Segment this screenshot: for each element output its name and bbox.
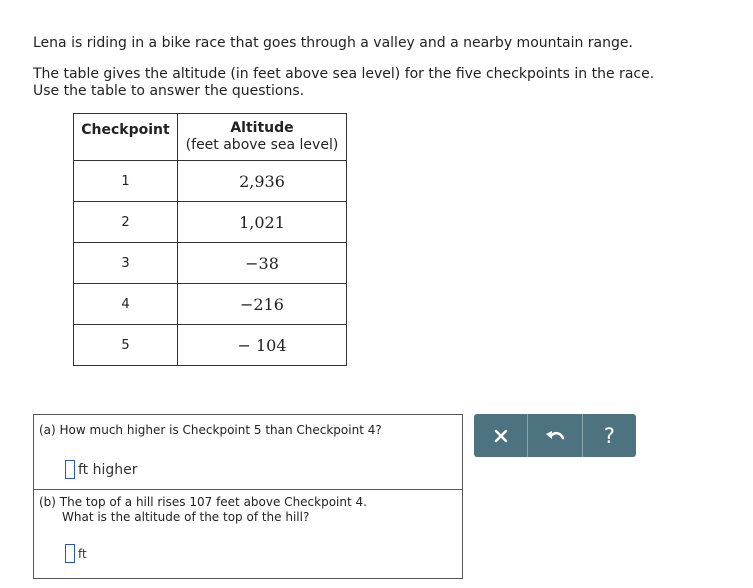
answer-a-unit: ft higher bbox=[78, 461, 138, 478]
answer-b-row bbox=[65, 544, 87, 563]
answer-a-row bbox=[65, 460, 138, 479]
checkpoint-cell: 3 bbox=[74, 243, 178, 284]
question-a-text: (a) How much higher is Checkpoint 5 than Checkpoint 4? bbox=[39, 423, 382, 437]
table-row bbox=[74, 243, 347, 284]
header-altitude-title: Altitude bbox=[230, 120, 294, 136]
clear-button[interactable] bbox=[474, 414, 528, 457]
question-b-line-1: (b) The top of a hill rises 107 feet above Checkpoint 4. bbox=[39, 495, 367, 509]
help-button[interactable] bbox=[583, 414, 636, 457]
altitude-cell: − 104 bbox=[178, 325, 347, 366]
altitude-cell: −216 bbox=[178, 284, 347, 325]
checkpoint-cell: 4 bbox=[74, 284, 178, 325]
header-altitude-subtitle: (feet above sea level) bbox=[185, 137, 339, 153]
question-a-section bbox=[34, 415, 462, 490]
intro-text: Lena is riding in a bike race that goes through a valley and a nearby mountain range. bbox=[33, 35, 633, 51]
answer-b-input[interactable] bbox=[65, 544, 75, 563]
undo-icon bbox=[544, 429, 566, 443]
answer-toolbar bbox=[474, 414, 636, 457]
checkpoint-cell: 1 bbox=[74, 161, 178, 202]
question-b-section bbox=[34, 489, 462, 578]
altitude-cell: 1,021 bbox=[178, 202, 347, 243]
instructions-line-2: Use the table to answer the questions. bbox=[33, 83, 305, 99]
table-row bbox=[74, 325, 347, 366]
questions-box bbox=[33, 414, 463, 579]
altitude-table bbox=[73, 113, 347, 366]
question-b-line-2: What is the altitude of the top of the hill? bbox=[62, 510, 310, 524]
altitude-cell: −38 bbox=[178, 243, 347, 284]
instructions-line-1: The table gives the altitude (in feet above sea level) for the five checkpoints in the race. bbox=[33, 66, 655, 82]
header-altitude bbox=[178, 114, 347, 161]
checkpoint-cell: 2 bbox=[74, 202, 178, 243]
answer-a-input[interactable] bbox=[65, 460, 75, 479]
table-header-row bbox=[74, 114, 347, 161]
instructions-text bbox=[33, 66, 654, 100]
close-icon bbox=[494, 429, 508, 443]
table-row bbox=[74, 284, 347, 325]
header-checkpoint: Checkpoint bbox=[74, 114, 178, 161]
checkpoint-cell: 5 bbox=[74, 325, 178, 366]
help-icon: ? bbox=[603, 423, 615, 448]
question-b-text bbox=[39, 495, 367, 525]
altitude-cell: 2,936 bbox=[178, 161, 347, 202]
table-row bbox=[74, 161, 347, 202]
undo-button[interactable] bbox=[528, 414, 582, 457]
answer-b-unit: ft bbox=[78, 546, 87, 561]
table-row bbox=[74, 202, 347, 243]
